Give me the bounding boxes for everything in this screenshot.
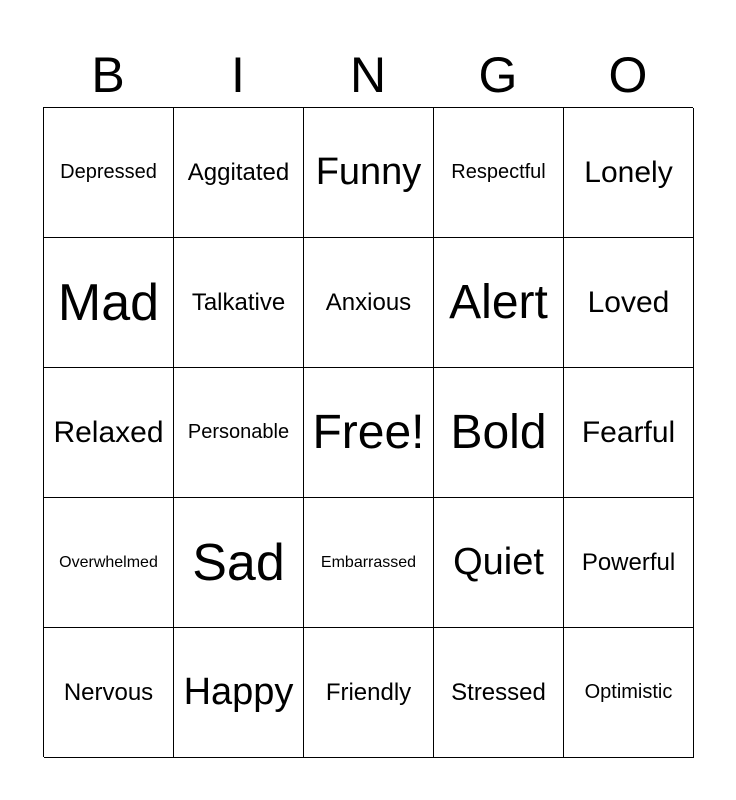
- header-letter-i: I: [231, 47, 245, 103]
- bingo-cell[interactable]: Quiet: [434, 498, 564, 628]
- bingo-cell[interactable]: Lonely: [564, 108, 694, 238]
- bingo-cell[interactable]: Respectful: [434, 108, 564, 238]
- bingo-cell[interactable]: Optimistic: [564, 628, 694, 758]
- bingo-cell[interactable]: Talkative: [174, 238, 304, 368]
- bingo-cell[interactable]: Mad: [44, 238, 174, 368]
- header-letter-g: G: [478, 47, 518, 103]
- bingo-cell[interactable]: Depressed: [44, 108, 174, 238]
- bingo-cell[interactable]: Alert: [434, 238, 564, 368]
- bingo-cell[interactable]: Happy: [174, 628, 304, 758]
- bingo-cell[interactable]: Relaxed: [44, 368, 174, 498]
- bingo-cell[interactable]: Fearful: [564, 368, 694, 498]
- bingo-cell[interactable]: Loved: [564, 238, 694, 368]
- header-letter-n: N: [349, 47, 387, 103]
- bingo-cell[interactable]: Friendly: [304, 628, 434, 758]
- bingo-grid: [43, 107, 693, 757]
- bingo-cell[interactable]: Overwhelmed: [44, 498, 174, 628]
- bingo-cell[interactable]: Bold: [434, 368, 564, 498]
- bingo-cell[interactable]: Anxious: [304, 238, 434, 368]
- bingo-cell[interactable]: Funny: [304, 108, 434, 238]
- bingo-header: [43, 44, 693, 106]
- bingo-cell[interactable]: Sad: [174, 498, 304, 628]
- bingo-cell[interactable]: Aggitated: [174, 108, 304, 238]
- header-letter-b: B: [91, 47, 125, 103]
- bingo-cell[interactable]: Personable: [174, 368, 304, 498]
- bingo-cell[interactable]: Powerful: [564, 498, 694, 628]
- header-letter-o: O: [608, 47, 648, 103]
- bingo-cell[interactable]: Stressed: [434, 628, 564, 758]
- bingo-cell[interactable]: Nervous: [44, 628, 174, 758]
- free-space-cell[interactable]: Free!: [304, 368, 434, 498]
- bingo-cell[interactable]: Embarrassed: [304, 498, 434, 628]
